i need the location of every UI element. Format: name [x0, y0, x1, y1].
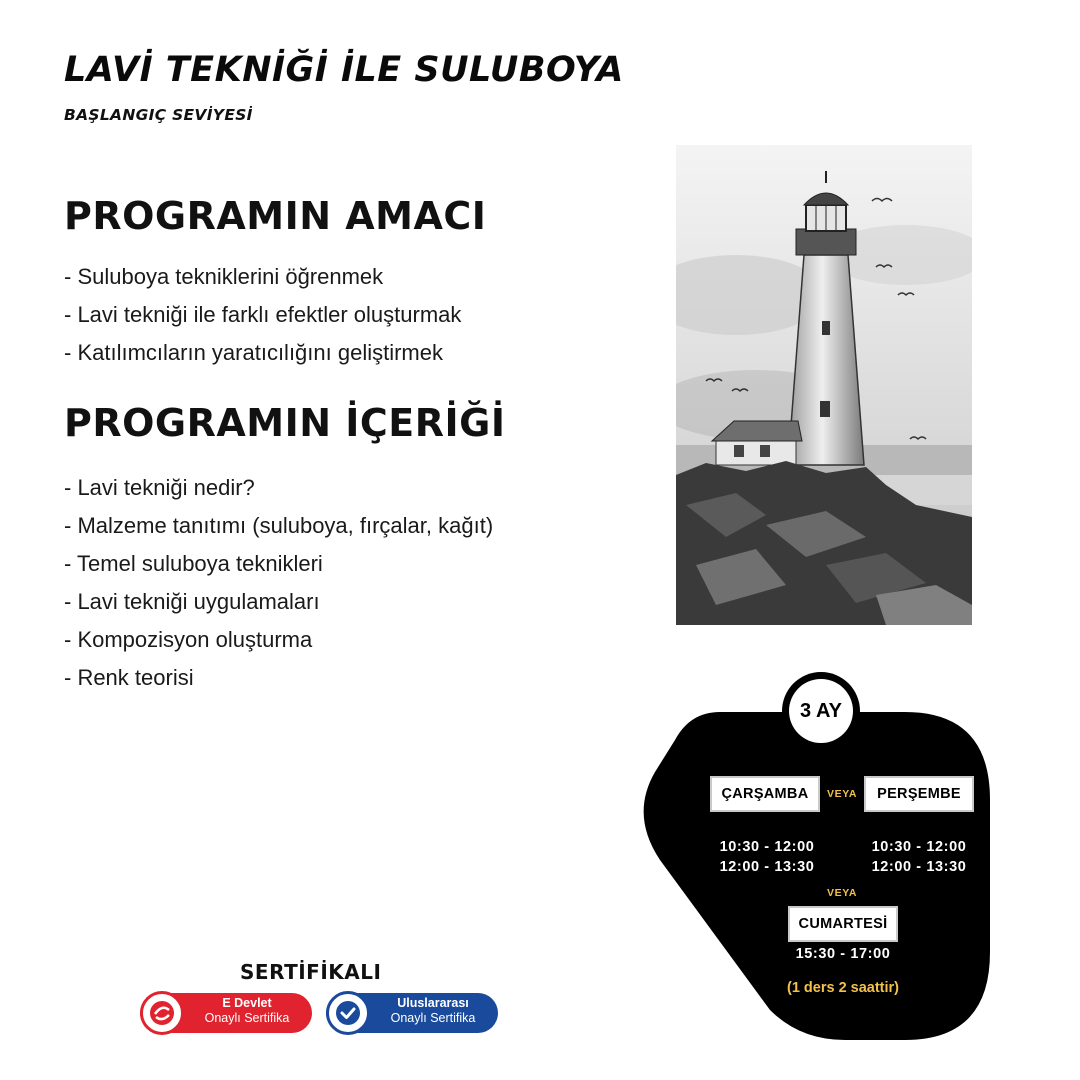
content-heading: PROGRAMIN İÇERİĞİ	[64, 401, 506, 445]
list-item: - Lavi tekniği uygulamaları	[64, 589, 320, 614]
lesson-duration-note: (1 ders 2 saattir)	[786, 980, 900, 996]
duration-label: 3 AY	[789, 679, 853, 743]
list-item: - Temel suluboya teknikleri	[64, 551, 323, 576]
international-sublabel: Onaylı Sertifika	[390, 1011, 476, 1025]
time-slot: 10:30 - 12:00	[871, 839, 967, 855]
list-item: - Suluboya tekniklerini öğrenmek	[64, 264, 384, 289]
page-title: LAVİ TEKNİĞİ İLE SULUBOYA	[64, 50, 624, 90]
saturday-times	[780, 944, 906, 964]
list-item: - Kompozisyon oluşturma	[64, 627, 313, 652]
time-slot: 10:30 - 12:00	[719, 839, 815, 855]
duration-badge	[782, 672, 860, 750]
or-label: VEYA	[827, 887, 858, 899]
level-subtitle: BAŞLANGIÇ SEVİYESİ	[64, 106, 253, 124]
day-saturday: CUMARTESİ	[788, 906, 898, 942]
list-item: - Renk teorisi	[64, 665, 194, 690]
thursday-times	[858, 837, 980, 877]
aim-heading: PROGRAMIN AMACI	[64, 194, 487, 238]
edevlet-sublabel: Onaylı Sertifika	[204, 1011, 290, 1025]
checkmark-icon	[326, 991, 370, 1035]
time-slot: 15:30 - 17:00	[795, 946, 891, 962]
certificate-title: SERTİFİKALI	[240, 960, 382, 984]
list-item: - Katılımcıların yaratıcılığını geliştirmek	[64, 340, 443, 365]
list-item: - Lavi tekniği ile farklı efektler oluşturmak	[64, 302, 462, 327]
international-label: Uluslararası	[397, 996, 469, 1010]
wednesday-times	[706, 837, 828, 877]
list-item: - Malzeme tanıtımı (suluboya, fırçalar, kağıt)	[64, 513, 494, 538]
time-slot: 12:00 - 13:30	[719, 859, 815, 875]
day-wednesday: ÇARŞAMBA	[710, 776, 820, 812]
or-label: VEYA	[827, 788, 858, 800]
day-thursday: PERŞEMBE	[864, 776, 974, 812]
edevlet-logo-icon	[140, 991, 184, 1035]
list-item: - Lavi tekniği nedir?	[64, 475, 255, 500]
edevlet-certificate-badge	[140, 993, 312, 1033]
international-certificate-badge	[326, 993, 498, 1033]
time-slot: 12:00 - 13:30	[871, 859, 967, 875]
edevlet-label: E Devlet	[222, 996, 272, 1010]
